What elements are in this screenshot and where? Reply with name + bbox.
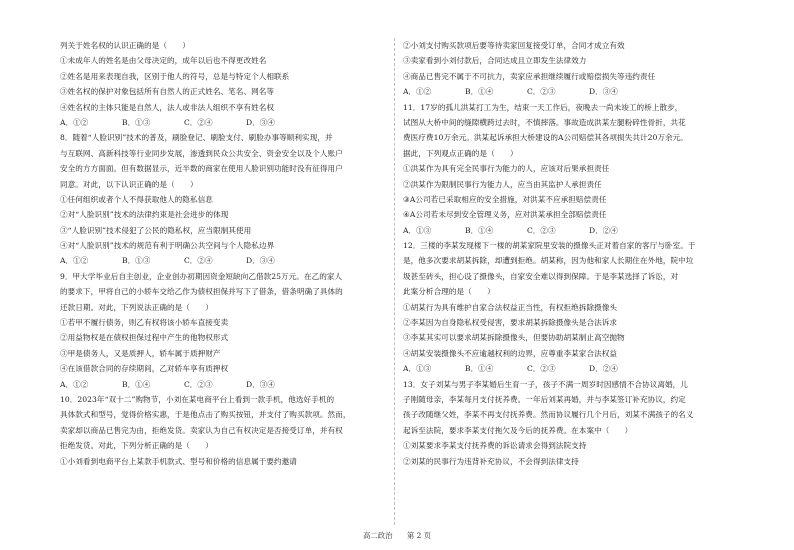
question-line: 与互联网、高新科技等行业同步发展，渗透到民众公共安全、资金安全以及个人账户 xyxy=(60,148,343,158)
answer-option: C．②③ xyxy=(527,225,556,235)
question-line: 同意。对此，以下认识正确的是（ ） xyxy=(60,179,198,189)
answer-option: A．①② xyxy=(60,379,89,389)
question-line: ④胡某安装摄像头不应逾越权利的边界，应尊重李某家合法权益 xyxy=(403,348,618,358)
question-line: 9．甲大学毕业后自主创业，企业创办初期因资金短缺向乙借款25万元。在乙的家人 xyxy=(60,271,343,281)
question-line: ②刘某的民事行为违背补充协议，不会得到法律支持 xyxy=(403,456,579,466)
question-line: 子刚随母亲，李某每月支付抚养费。一年后刘某再婚，并与李某签订补充协议，约定 xyxy=(403,394,686,404)
question-line: ②姓名是用来表现自我，区别于他人的符号，总是与特定个人相联系 xyxy=(60,71,290,81)
answer-option: D．③④ xyxy=(589,87,618,97)
question-line: 8．随着“人脸识别”技术的普及，刷脸登记、刷脸支付、刷脸办事等顺利实现，并 xyxy=(60,133,333,143)
page-footer xyxy=(0,530,794,541)
question-line: ①任何组织或者个人不得获取他人的隐私信息 xyxy=(60,194,213,204)
left-column xyxy=(60,38,408,469)
question-line: ④商品已售完不属于不可抗力，卖家应承担继续履行或赔偿损失等违约责任 xyxy=(403,71,656,81)
question-line: ②洪某作为限制民事行为能力人，应当由其监护人承担责任 xyxy=(403,179,602,189)
question-line: 还款日期。对此，下列说法正确的是（ ） xyxy=(60,302,213,312)
question-line: ④姓名权的主体只能是自然人，法人或非法人组织不享有姓名权 xyxy=(60,102,275,112)
question-line: ④在该借款合同的存续期间，乙对轿车享有质押权 xyxy=(60,364,229,374)
right-column xyxy=(403,38,755,469)
question-line: ②李某因为自身隐私权受侵害，要求胡某拆除摄像头是合法诉求 xyxy=(403,318,618,328)
answer-option: B．①④ xyxy=(465,225,494,235)
question-line: ②用益物权是在债权担保过程中产生的他物权形式 xyxy=(60,333,229,343)
question-line: ①刘某要求李某支付抚养费的诉讼请求会得到法院支持 xyxy=(403,441,587,451)
answer-option: D．③④ xyxy=(246,117,275,127)
question-line: ④对“人脸识别”技术的规范有利于明确公共空间与个人隐私边界 xyxy=(60,241,275,251)
answer-option: B．①③ xyxy=(122,117,151,127)
footer-page-number: 第 2 页 xyxy=(406,531,432,540)
answer-option: B．①③ xyxy=(122,256,151,266)
answer-option: C．②③ xyxy=(527,364,556,374)
answer-option: A．①③ xyxy=(403,364,432,374)
answer-option: C．②④ xyxy=(184,256,213,266)
answer-options xyxy=(403,361,755,376)
answer-option: D．②④ xyxy=(589,225,618,235)
question-line: ③“人脸识别”技术侵犯了公民的隐私权，应当限制其使用 xyxy=(60,225,252,235)
question-line: 是，他多次要求胡某拆除，却遭到拒绝。胡某称，因为他和家人长期住在外地，院中垃 xyxy=(403,256,694,266)
question-line: 此案分析合理的是（ ） xyxy=(403,287,495,297)
question-line: ①小刘看到电商平台上某款手机款式、型号和价格的信息属于要约邀请 xyxy=(60,456,297,466)
question-line: ③姓名权的保护对象包括所有自然人的正式姓名、笔名、网名等 xyxy=(60,87,275,97)
answer-option: B．①④ xyxy=(465,364,494,374)
question-line: ①若甲不履行债务，则乙有权将该小轿车直接变卖 xyxy=(60,318,229,328)
answer-option: C．②③ xyxy=(184,379,213,389)
answer-option: A．①② xyxy=(60,117,89,127)
answer-option: C．②③ xyxy=(527,87,556,97)
question-line: 的要求下，甲将自己的小轿车交给乙作为债权担保并写下了借条，借条明确了具体的 xyxy=(60,287,343,297)
question-line: 圾甚至砖头，担心设了摄像头，自家安全难以得到保障。于是李某选择了诉讼，对 xyxy=(403,271,679,281)
question-line: ①洪某作为具有完全民事行为能力的人，应该对后果承担责任 xyxy=(403,164,610,174)
question-line: 13．女子刘某与男子李某婚后生育一子，孩子不满一周岁时因感情不合协议离婚，儿 xyxy=(403,379,688,389)
question-line: ③李某其实可以要求胡某拆除摄像头，但要协助胡某制止高空抛物 xyxy=(403,333,625,343)
question-line: 费医疗费10万余元。洪某起诉承担大桥建设的A公司赔偿其各项损失共计20万余元。 xyxy=(403,133,688,143)
question-line: 拒绝发货。对此，下列分析正确的是（ ） xyxy=(60,441,213,451)
column-divider xyxy=(394,38,395,525)
question-line: 12．三楼的李某发现楼下一楼的胡某家院里安装的摄像头正对着自家的客厅与卧室。于 xyxy=(403,241,696,251)
answer-option: C．②④ xyxy=(184,117,213,127)
question-line: 安全的方方面面。但有数据显示，近半数的商家在使用人脸识别功能时没有征得用户 xyxy=(60,164,343,174)
question-line: 试图从大桥中间的缝隙横跨过去时，不慎摔落。事故造成洪某左腿粉碎性骨折，共花 xyxy=(403,117,686,127)
question-line: ④A公司若未尽到安全管理义务，应对洪某承担全部赔偿责任 xyxy=(403,210,607,220)
question-line: 孩子改随继父姓，李某不再支付抚养费。然而协议履行几个月后，刘某不满孩子的名义 xyxy=(403,410,694,420)
answer-option: B．①④ xyxy=(465,87,494,97)
question-line: 卖家却以商品已售完为由，拒绝发货。卖家认为自己有权决定是否接受订单，并有权 xyxy=(60,425,343,435)
answer-option: A．①③ xyxy=(403,225,432,235)
answer-option: B．①④ xyxy=(122,379,151,389)
answer-options xyxy=(60,377,408,392)
question-line: ①胡某行为具有维护自家合法权益正当性，有权拒绝拆除摄像头 xyxy=(403,302,618,312)
answer-options xyxy=(403,84,755,99)
answer-options xyxy=(60,253,408,268)
answer-option: A．①② xyxy=(403,87,432,97)
question-line: 列关于姓名权的认识正确的是（ ） xyxy=(60,41,190,50)
question-line: 据此，下列观点正确的是（ ） xyxy=(403,148,518,158)
question-line: ③A公司若已采取相应的安全措施，对洪某不应承担赔偿责任 xyxy=(403,194,607,204)
question-line: ②对“人脸识别”技术的法律约束是社会进步的体现 xyxy=(60,210,229,220)
answer-option: A．①② xyxy=(60,256,89,266)
answer-option: D．③④ xyxy=(246,256,275,266)
answer-options xyxy=(403,223,755,238)
question-line: ③甲是债务人，又是质押人，轿车属于质押财产 xyxy=(60,348,221,358)
question-line: 10．2023年“双十二”购物节，小刘在某电商平台上看到一款手机，他选好手机的 xyxy=(60,394,335,404)
answer-options xyxy=(60,115,408,130)
question-line: 具体款式和型号，觉得价格实惠，于是他点击了购买按钮，并支付了购买款项。然而， xyxy=(60,410,351,420)
question-line: 起诉至法院，要求李某支付拖欠及今后的抚养费。在本案中（ ） xyxy=(403,425,633,435)
answer-option: D．③④ xyxy=(246,379,275,389)
question-line: 11．17岁的孤儿洪某打工为生，结束一天工作后，夜晚去一尚未竣工的桥上散步， xyxy=(403,102,683,112)
answer-option: D．②④ xyxy=(589,364,618,374)
question-line: ③卖家看到小刘付款后，合同达成且立即发生法律效力 xyxy=(403,56,587,66)
question-line: ①未成年人的姓名是由父母决定的，成年以后也不得更改姓名 xyxy=(60,56,267,66)
question-line: ②小刘支付购买款项后要等待卖家回复接受订单，合同才成立有效 xyxy=(403,41,625,50)
footer-subject: 高二政治 xyxy=(362,531,393,540)
